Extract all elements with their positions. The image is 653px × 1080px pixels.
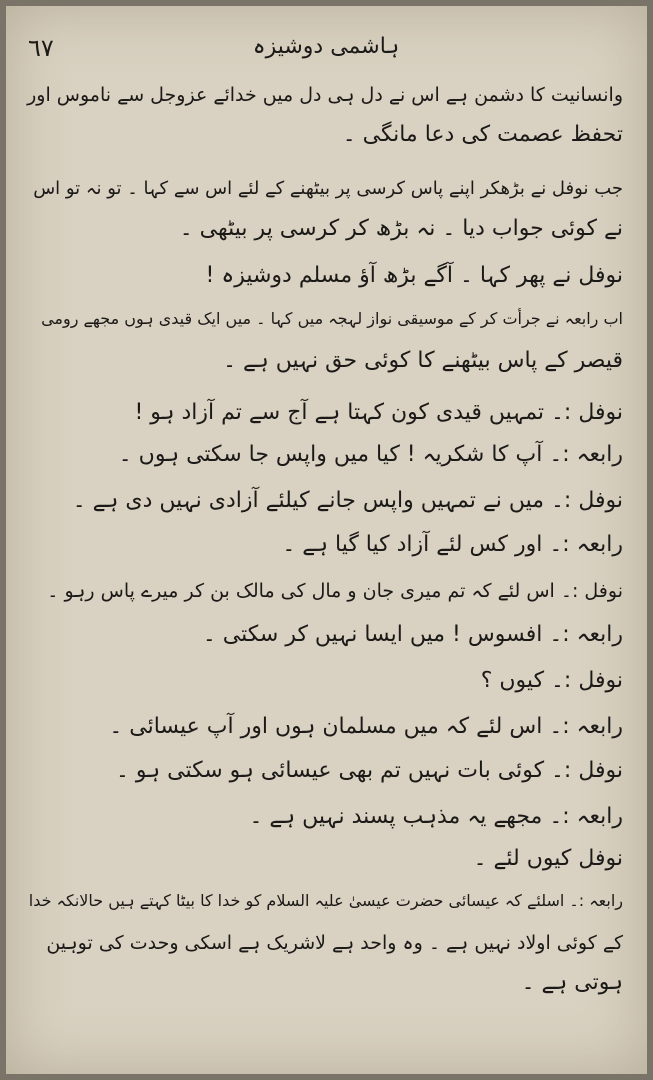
dialogue-line: نوفل :۔ کوئی بات نہیں تم بھی عیسائی ہو سکتی ہو ۔ [115, 758, 623, 783]
page-number: ٦٧ [28, 34, 54, 62]
text-line: نوفل نے پھر کہا ۔ آگے بڑھ آؤ مسلم دوشیزہ ! [205, 263, 623, 288]
text-line: نے کوئی جواب دیا ۔ نہ بڑھ کر کرسی پر بیٹھی ۔ [179, 216, 623, 241]
text-line: رابعہ :۔ اسلئے کہ عیسائی حضرت عیسیٰ علیہ السلام کو خدا کا بیٹا کہتے ہیں حالانکہ خدا [28, 891, 623, 910]
dialogue-line: نوفل :۔ تمہیں قیدی کون کہتا ہے آج سے تم آزاد ہو ! [134, 400, 623, 425]
text-line: وانسانیت کا دشمن ہے اس نے دل ہی دل میں خدائے عزوجل سے ناموس اور [27, 84, 623, 106]
dialogue-line: نوفل :۔ اس لئے کہ تم میری جان و مال کی مالک بن کر میرے پاس رہو ۔ [47, 580, 623, 602]
text-line: جب نوفل نے بڑھکر اپنے پاس کرسی پر بیٹھنے کے لئے اس سے کہا ۔ تو نہ تو اس [33, 178, 623, 199]
dialogue-line: رابعہ :۔ افسوس ! میں ایسا نہیں کر سکتی ۔ [202, 622, 623, 647]
text-line: ہوتی ہے ۔ [521, 970, 623, 995]
dialogue-line: رابعہ :۔ مجھے یہ مذہب پسند نہیں ہے ۔ [249, 804, 623, 829]
text-line: قیصر کے پاس بیٹھنے کا کوئی حق نہیں ہے ۔ [223, 348, 623, 373]
dialogue-line: نوفل کیوں لئے ۔ [473, 846, 623, 871]
dialogue-line: نوفل :۔ کیوں ؟ [480, 668, 623, 693]
running-title: ہاشمی دوشیزہ [252, 34, 400, 59]
text-line: اب رابعہ نے جرأت کر کے موسیقی نواز لہجہ میں کہا ۔ میں ایک قیدی ہوں مجھے رومی [41, 309, 623, 328]
text-line: کے کوئی اولاد نہیں ہے ۔ وہ واحد ہے لاشریک ہے اسکی وحدت کی توہین [46, 932, 623, 954]
book-page [6, 6, 647, 1074]
dialogue-line: رابعہ :۔ اور کس لئے آزاد کیا گیا ہے ۔ [282, 532, 623, 557]
dialogue-line: رابعہ :۔ آپ کا شکریہ ! کیا میں واپس جا سکتی ہوں ۔ [118, 442, 623, 467]
text-line: تحفظ عصمت کی دعا مانگی ۔ [342, 122, 623, 147]
dialogue-line: نوفل :۔ میں نے تمہیں واپس جانے کیلئے آزادی نہیں دی ہے ۔ [72, 488, 623, 513]
dialogue-line: رابعہ :۔ اس لئے کہ میں مسلمان ہوں اور آپ عیسائی ۔ [109, 714, 623, 739]
